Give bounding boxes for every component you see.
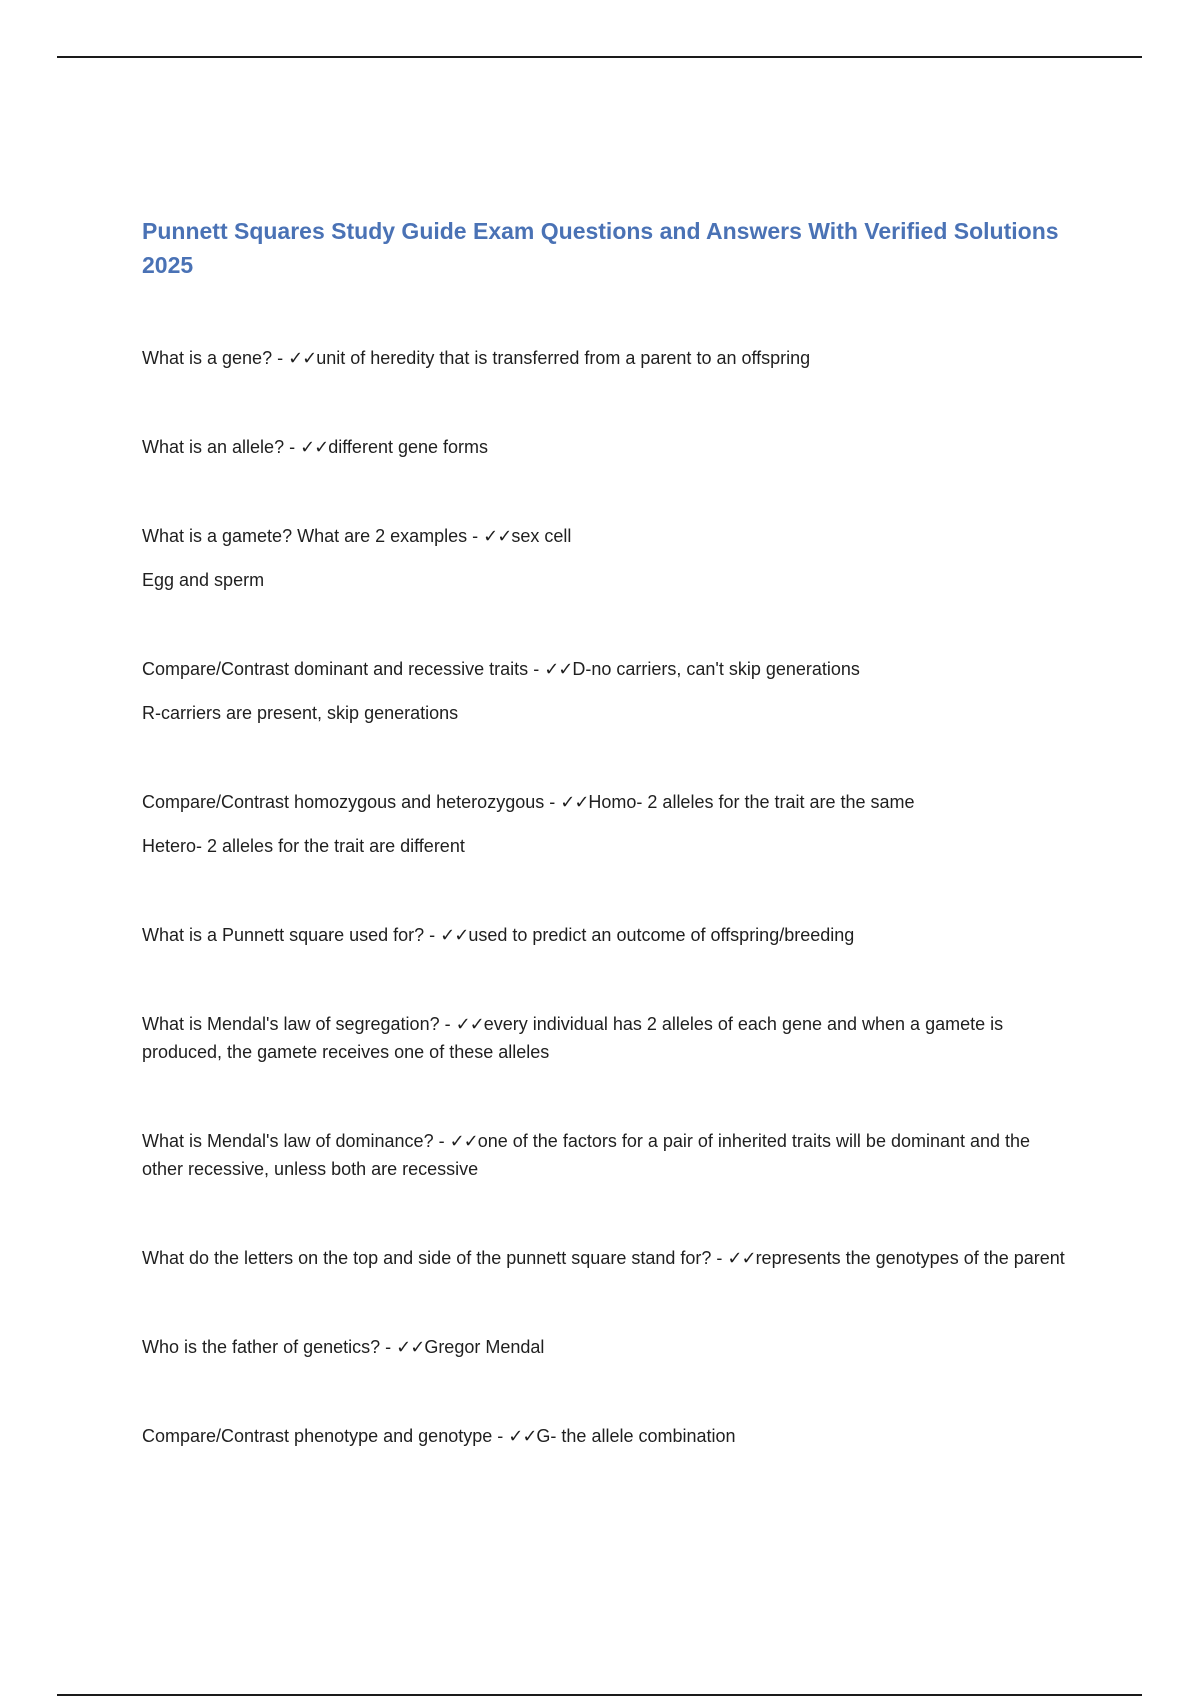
answer-text: Gregor Mendal	[424, 1337, 545, 1357]
bottom-rule	[57, 1694, 1142, 1696]
answer-text: Homo- 2 alleles for the trait are the same	[588, 792, 915, 812]
separator: -	[528, 659, 545, 679]
answer-text: unit of heredity that is transferred from a parent to an offspring	[316, 348, 811, 368]
question-text: What is a Punnett square used for?	[142, 925, 425, 945]
separator: -	[467, 526, 484, 546]
qa-item	[142, 655, 1072, 727]
answer-text: sex cell	[511, 526, 572, 546]
qa-line	[142, 1333, 1072, 1361]
qa-item	[142, 433, 1072, 461]
qa-list	[142, 344, 1072, 1450]
qa-line	[142, 1244, 1072, 1272]
answer-continuation: R-carriers are present, skip generations	[142, 703, 459, 723]
question-text: What is a gamete? What are 2 examples	[142, 526, 468, 546]
check-mark-icon: ✓✓	[449, 1131, 478, 1151]
qa-item	[142, 522, 1072, 594]
separator: -	[424, 925, 441, 945]
qa-line	[142, 655, 1072, 683]
check-mark-icon: ✓✓	[455, 1014, 484, 1034]
separator: -	[439, 1014, 456, 1034]
separator: -	[433, 1131, 450, 1151]
qa-item	[142, 344, 1072, 372]
question-text: Compare/Contrast homozygous and heterozygous	[142, 792, 545, 812]
qa-item	[142, 1010, 1072, 1066]
check-mark-icon: ✓✓	[508, 1426, 537, 1446]
top-rule	[57, 56, 1142, 58]
qa-line	[142, 344, 1072, 372]
check-mark-icon: ✓✓	[300, 437, 329, 457]
qa-item	[142, 921, 1072, 949]
separator: -	[544, 792, 561, 812]
separator: -	[272, 348, 289, 368]
question-text: Compare/Contrast dominant and recessive traits	[142, 659, 529, 679]
separator: -	[492, 1426, 509, 1446]
answer-continuation: Hetero- 2 alleles for the trait are different	[142, 836, 465, 856]
qa-line	[142, 1127, 1072, 1183]
qa-item	[142, 1333, 1072, 1361]
qa-item	[142, 1244, 1072, 1272]
separator: -	[284, 437, 301, 457]
check-mark-icon: ✓✓	[440, 925, 469, 945]
answer-text: different gene forms	[328, 437, 489, 457]
answer-text: one of the factors for a pair of inherited traits will be dominant and the other recessive, unless both are recessive	[142, 1131, 1031, 1179]
check-mark-icon: ✓✓	[396, 1337, 425, 1357]
qa-item	[142, 1422, 1072, 1450]
qa-line	[142, 788, 1072, 816]
check-mark-icon: ✓✓	[544, 659, 573, 679]
qa-line	[142, 921, 1072, 949]
question-text: What is Mendal's law of dominance?	[142, 1131, 434, 1151]
answer-text: D-no carriers, can't skip generations	[572, 659, 860, 679]
question-text: Compare/Contrast phenotype and genotype	[142, 1426, 493, 1446]
question-text: What do the letters on the top and side of the punnett square stand for?	[142, 1248, 712, 1268]
qa-line	[142, 433, 1072, 461]
document-title: Punnett Squares Study Guide Exam Questions and Answers With Verified Solutions 2025	[142, 218, 1059, 278]
answer-text: every individual has 2 alleles of each gene and when a gamete is produced, the gamete receives one of these alleles	[142, 1014, 1004, 1062]
qa-line	[142, 1422, 1072, 1450]
question-text: What is Mendal's law of segregation?	[142, 1014, 440, 1034]
answer-continuation: Egg and sperm	[142, 570, 265, 590]
question-text: What is a gene?	[142, 348, 273, 368]
question-text: Who is the father of genetics?	[142, 1337, 381, 1357]
document-body	[142, 214, 1072, 1450]
separator: -	[380, 1337, 397, 1357]
answer-text: G- the allele combination	[536, 1426, 736, 1446]
qa-line	[142, 1010, 1072, 1066]
answer-text: used to predict an outcome of offspring/breeding	[468, 925, 855, 945]
check-mark-icon: ✓✓	[727, 1248, 756, 1268]
qa-line	[142, 522, 1072, 550]
answer-text: represents the genotypes of the parent	[755, 1248, 1065, 1268]
qa-item	[142, 1127, 1072, 1183]
qa-item	[142, 788, 1072, 860]
check-mark-icon: ✓✓	[483, 526, 512, 546]
check-mark-icon: ✓✓	[288, 348, 317, 368]
question-text: What is an allele?	[142, 437, 285, 457]
check-mark-icon: ✓✓	[560, 792, 589, 812]
separator: -	[711, 1248, 728, 1268]
